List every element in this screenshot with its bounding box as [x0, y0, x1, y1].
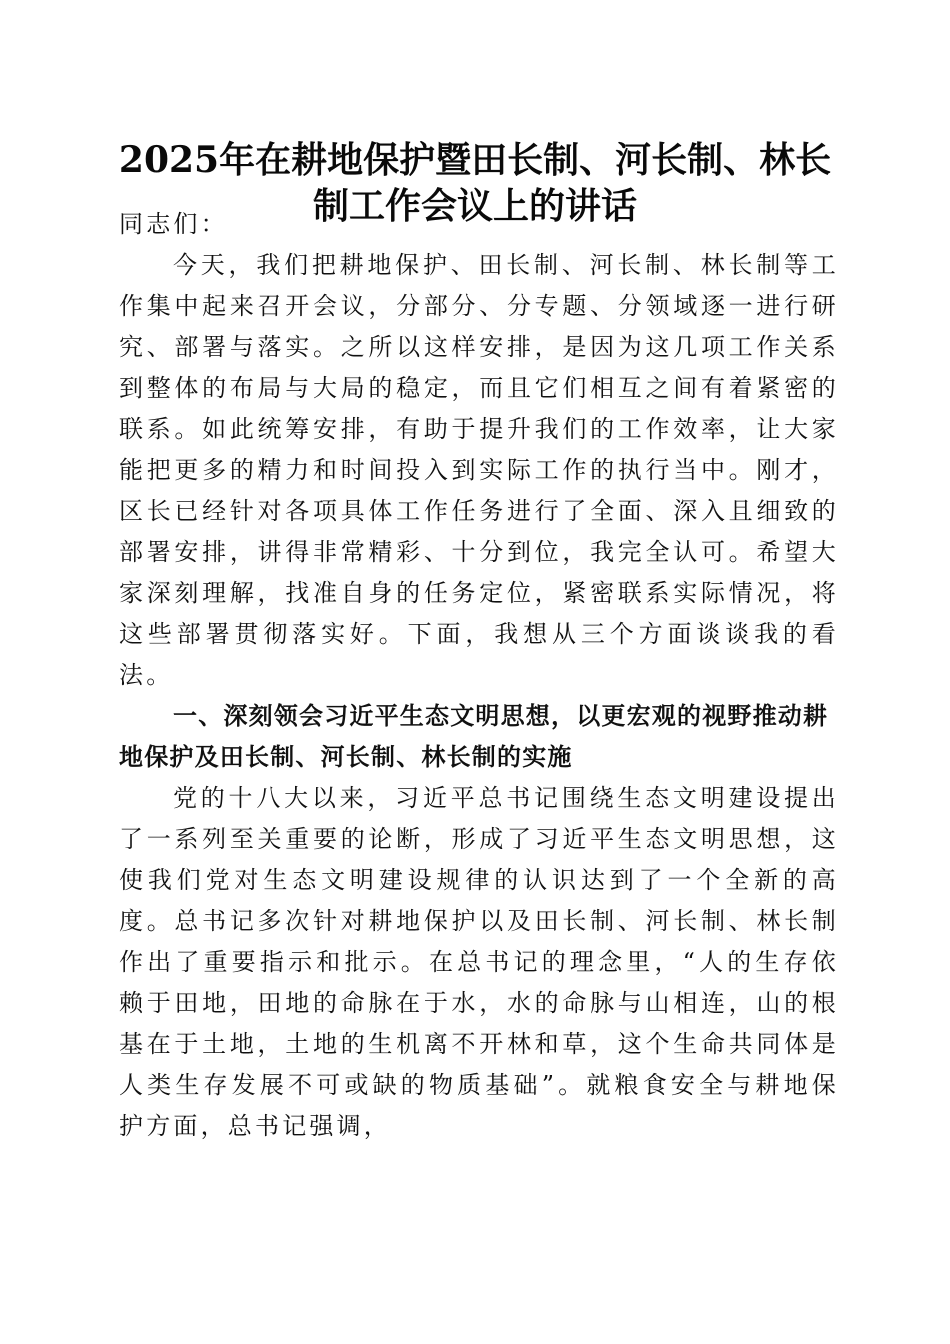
paragraph-section-1: 党的十八大以来，习近平总书记围绕生态文明建设提出了一系列至关重要的论断，形成了习近平生态文明思想，这使我们党对生态文明建设规律的认识达到了一个全新的高度。总书记多次针对耕地保护以及田长制、河长制、林长制作出了重要指示和批示。在总书记的理念里，“人的生存依赖于田地，田地的命脉在于水，水的命脉与山相连，山的根基在于土地，土地的生机离不开林和草，这个生命共同体是人类生存发展不可或缺的物质基础”。就粮食安全与耕地保护方面，总书记强调，: [119, 784, 839, 1140]
section-heading-1: 一、深刻领会习近平生态文明思想，以更宏观的视野推动耕地保护及田长制、河长制、林长制的实施: [119, 702, 829, 771]
document-body: [119, 204, 839, 1147]
document-title-line2: 制工作会议上的讲话: [312, 185, 637, 227]
salutation: 同志们：: [119, 210, 228, 238]
document-title-line1: 2025年在耕地保护暨田长制、河长制、林长: [118, 139, 832, 181]
paragraph-intro: 今天，我们把耕地保护、田长制、河长制、林长制等工作集中起来召开会议，分部分、分专题、分领域逐一进行研究、部署与落实。之所以这样安排，是因为这几项工作关系到整体的布局与大局的稳定，而且它们相互之间有着紧密的联系。如此统筹安排，有助于提升我们的工作效率，让大家能把更多的精力和时间投入到实际工作的执行当中。刚才，区长已经针对各项具体工作任务进行了全面、深入且细致的部署安排，讲得非常精彩、十分到位，我完全认可。希望大家深刻理解，找准自身的任务定位，紧密联系实际情况，将这些部署贯彻落实好。下面，我想从三个方面谈谈我的看法。: [119, 251, 839, 689]
